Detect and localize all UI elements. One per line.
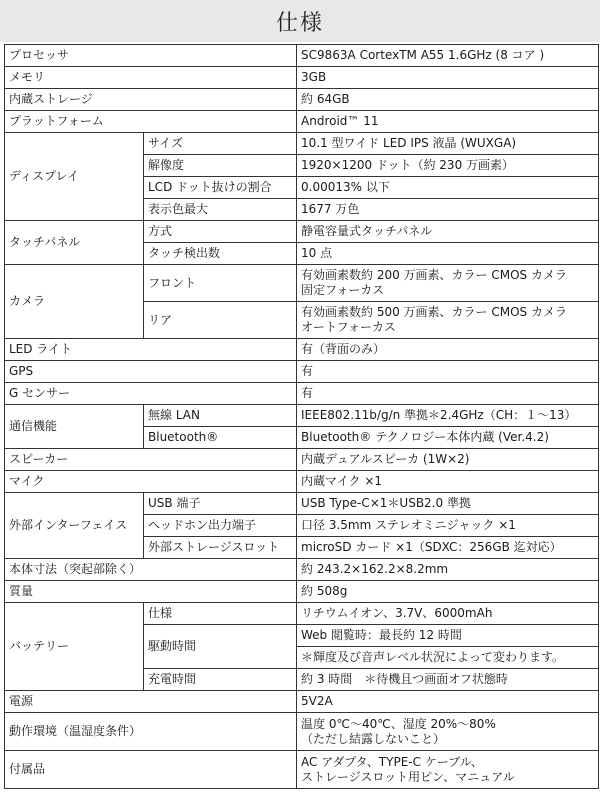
table-row [5, 89, 599, 111]
sub-label: 無線 LAN [144, 405, 297, 427]
row-label: プロセッサ [5, 45, 297, 67]
row-value: Bluetooth® テクノロジー本体内蔵 (Ver.4.2) [297, 427, 599, 449]
sub-label: サイズ [144, 133, 297, 155]
group-label: カメラ [5, 265, 144, 339]
row-label: 動作環境（温湿度条件） [5, 713, 297, 751]
row-value: 5V2A [297, 691, 599, 713]
row-value: 1920×1200 ドット（約 230 万画素） [297, 155, 599, 177]
row-label: 付属品 [5, 751, 297, 789]
row-value: 約 64GB [297, 89, 599, 111]
table-row [5, 603, 599, 625]
row-value: SC9863A CortexTM A55 1.6GHz (8 コア ) [297, 45, 599, 67]
sub-label: 充電時間 [144, 669, 297, 691]
row-label: GPS [5, 361, 297, 383]
value-line: 温度 0℃～40℃、湿度 20%～80% [301, 716, 496, 731]
spec-table [4, 44, 599, 789]
row-value: 内蔵デュアルスピーカ (1W×2) [297, 449, 599, 471]
row-label: LED ライト [5, 339, 297, 361]
group-label: 通信機能 [5, 405, 144, 449]
row-label: プラットフォーム [5, 111, 297, 133]
table-row [5, 471, 599, 493]
row-value: 有 [297, 383, 599, 405]
title-bar [0, 0, 600, 42]
value-line: 固定フォーカス [301, 283, 385, 297]
sub-label: 駆動時間 [144, 625, 297, 669]
row-value: 約 3 時間 ＊待機且つ画面オフ状態時 [297, 669, 599, 691]
sub-label: 方式 [144, 221, 297, 243]
sub-label: 外部ストレージスロット [144, 537, 297, 559]
row-value: 有（背面のみ） [297, 339, 599, 361]
row-label: 本体寸法（突起部除く） [5, 559, 297, 581]
value-line: （ただし結露しないこと） [301, 731, 446, 746]
table-row [5, 265, 599, 302]
row-value: 1677 万色 [297, 199, 599, 221]
sub-label: LCD ドット抜けの割合 [144, 177, 297, 199]
sub-label: USB 端子 [144, 493, 297, 515]
value-line: 有効画素数約 500 万画素、カラー CMOS カメラ [301, 305, 567, 319]
value-line: ストレージスロット用ピン、マニュアル [301, 769, 515, 784]
table-row [5, 45, 599, 67]
row-value [297, 302, 599, 339]
row-value: 約 243.2×162.2×8.2mm [297, 559, 599, 581]
row-value: 3GB [297, 67, 599, 89]
row-value: リチウムイオン、3.7V、6000mAh [297, 603, 599, 625]
sub-label: フロント [144, 265, 297, 302]
table-row [5, 405, 599, 427]
row-value: USB Type-C×1＊USB2.0 準拠 [297, 493, 599, 515]
table-row [5, 493, 599, 515]
table-row [5, 111, 599, 133]
group-label: ディスプレイ [5, 133, 144, 221]
table-row [5, 133, 599, 155]
row-value: IEEE802.11b/g/n 準拠＊2.4GHz（CH：１～13） [297, 405, 599, 427]
table-row [5, 383, 599, 405]
row-label: メモリ [5, 67, 297, 89]
row-value: 静電容量式タッチパネル [297, 221, 599, 243]
sub-label: 解像度 [144, 155, 297, 177]
group-label: 外部インターフェイス [5, 493, 144, 559]
table-row [5, 713, 599, 751]
sub-label: タッチ検出数 [144, 243, 297, 265]
sub-label: Bluetooth® [144, 427, 297, 449]
row-value: 内蔵マイク ×1 [297, 471, 599, 493]
table-row [5, 751, 599, 789]
row-value: Android™ 11 [297, 111, 599, 133]
row-label: G センサー [5, 383, 297, 405]
sub-label: リア [144, 302, 297, 339]
row-value [297, 713, 599, 751]
row-label: 内蔵ストレージ [5, 89, 297, 111]
table-row [5, 67, 599, 89]
group-label: バッテリー [5, 603, 144, 691]
row-value [297, 265, 599, 302]
table-row [5, 449, 599, 471]
row-value: 口径 3.5mm ステレオミニジャック ×1 [297, 515, 599, 537]
row-value: microSD カード ×1（SDXC：256GB 迄対応） [297, 537, 599, 559]
row-label: スピーカー [5, 449, 297, 471]
table-row [5, 559, 599, 581]
row-value: 10.1 型ワイド LED IPS 液晶 (WUXGA) [297, 133, 599, 155]
row-value: 0.00013% 以下 [297, 177, 599, 199]
row-label: 電源 [5, 691, 297, 713]
group-label: タッチパネル [5, 221, 144, 265]
page-title: 仕様 [275, 10, 324, 36]
value-line: 有効画素数約 200 万画素、カラー CMOS カメラ [301, 268, 567, 282]
value-line: AC アダプタ、TYPE-C ケーブル、 [301, 754, 483, 769]
sub-label: ヘッドホン出力端子 [144, 515, 297, 537]
row-label: マイク [5, 471, 297, 493]
row-value: 約 508g [297, 581, 599, 603]
table-row [5, 221, 599, 243]
table-row [5, 339, 599, 361]
table-row [5, 361, 599, 383]
row-value: Web 閲覧時：最長約 12 時間 [297, 625, 599, 647]
table-row [5, 691, 599, 713]
row-value: ＊輝度及び音声レベル状況によって変わります。 [297, 647, 599, 669]
row-label: 質量 [5, 581, 297, 603]
table-row [5, 581, 599, 603]
row-value: 有 [297, 361, 599, 383]
row-value [297, 751, 599, 789]
row-value: 10 点 [297, 243, 599, 265]
sub-label: 仕様 [144, 603, 297, 625]
value-line: オートフォーカス [301, 320, 396, 334]
sub-label: 表示色最大 [144, 199, 297, 221]
